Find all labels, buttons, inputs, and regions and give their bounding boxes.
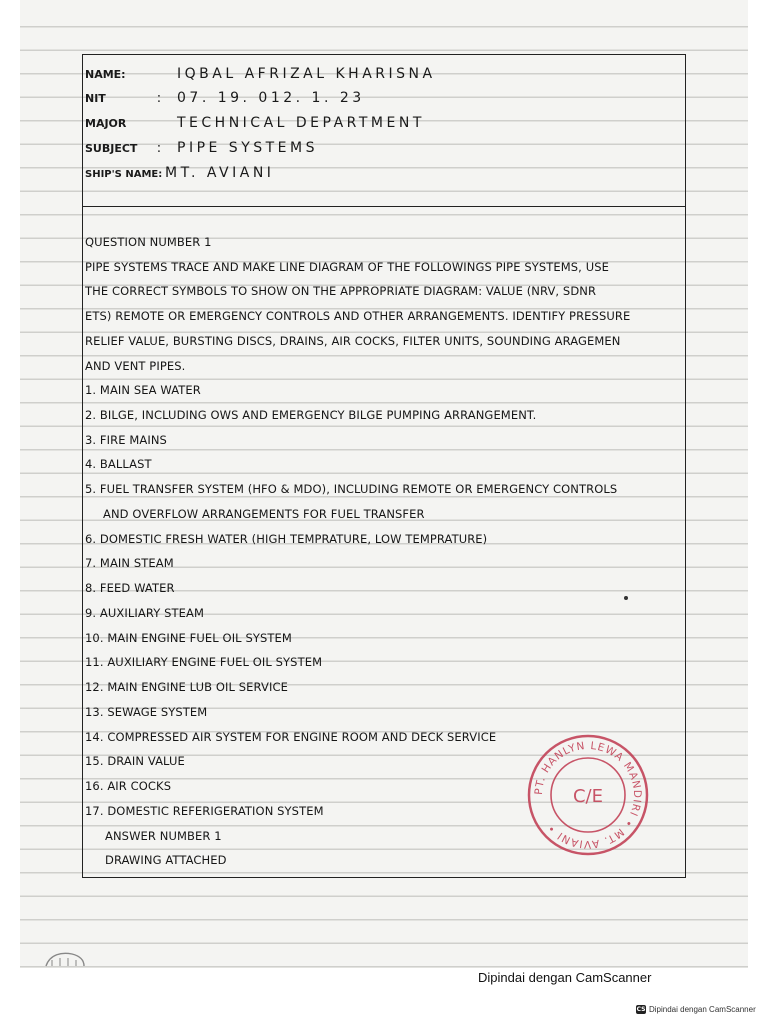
list-item: 10. MAIN ENGINE FUEL OIL SYSTEM xyxy=(85,631,292,645)
list-item: AND OVERFLOW ARRANGEMENTS FOR FUEL TRANSFER xyxy=(103,507,425,521)
camscanner-icon: CS xyxy=(636,1006,646,1013)
list-item: 17. DOMESTIC REFERIGERATION SYSTEM xyxy=(85,804,324,818)
list-item: 5. FUEL TRANSFER SYSTEM (HFO & MDO), INCLUDING REMOTE OR EMERGENCY CONTROLS xyxy=(85,482,618,496)
header-name-row xyxy=(85,63,436,82)
list-item: 11. AUXILIARY ENGINE FUEL OIL SYSTEM xyxy=(85,655,323,669)
list-item: 7. MAIN STEAM xyxy=(85,556,174,570)
name-label: NAME: xyxy=(85,68,126,81)
ink-dot xyxy=(624,596,628,600)
header-nit-row xyxy=(85,87,365,106)
major-label: MAJOR xyxy=(85,117,127,130)
ship-value: MT. AVIANI xyxy=(165,165,275,181)
list-item: 9. AUXILIARY STEAM xyxy=(85,606,204,620)
list-item: 15. DRAIN VALUE xyxy=(85,754,185,768)
stamp-ring-text: PT. HANLYN LEWA MANDIRI • MT. AVIANI • xyxy=(532,739,644,851)
list-item: 3. FIRE MAINS xyxy=(85,433,167,447)
camscanner-footer xyxy=(636,1005,756,1014)
major-value: TECHNICAL DEPARTMENT xyxy=(177,115,425,131)
nit-value: 07. 19. 012. 1. 23 xyxy=(177,90,365,106)
intro-line: AND VENT PIPES. xyxy=(85,359,186,373)
header-subject-row xyxy=(85,137,318,156)
nit-label: NIT xyxy=(85,92,106,105)
nit-separator: : xyxy=(156,91,162,106)
list-item: 6. DOMESTIC FRESH WATER (HIGH TEMPRATURE, LOW TEMPRATURE) xyxy=(85,532,488,546)
notebook-page xyxy=(20,0,748,968)
camscanner-watermark: Dipindai dengan CamScanner xyxy=(478,970,652,985)
list-item: 2. BILGE, INCLUDING OWS AND EMERGENCY BILGE PUMPING ARRANGEMENT. xyxy=(85,408,537,422)
stamp-center-text: C/E xyxy=(572,786,604,807)
margin-scribble-icon xyxy=(42,948,88,968)
list-item: 14. COMPRESSED AIR SYSTEM FOR ENGINE ROOM AND DECK SERVICE xyxy=(85,730,497,744)
list-item: 13. SEWAGE SYSTEM xyxy=(85,705,208,719)
subject-label: SUBJECT xyxy=(85,142,138,155)
ship-label: SHIP'S NAME: xyxy=(85,169,163,180)
subject-value: PIPE SYSTEMS xyxy=(177,140,318,156)
company-stamp xyxy=(525,732,651,858)
answer-title: ANSWER NUMBER 1 xyxy=(105,829,222,843)
list-item: 12. MAIN ENGINE LUB OIL SERVICE xyxy=(85,680,288,694)
question-title: QUESTION NUMBER 1 xyxy=(85,235,212,249)
name-value: IQBAL AFRIZAL KHARISNA xyxy=(177,66,436,82)
answer-note: DRAWING ATTACHED xyxy=(105,853,227,867)
intro-line: ETS) REMOTE OR EMERGENCY CONTROLS AND OTHER ARRANGEMENTS. IDENTIFY PRESSURE xyxy=(85,309,631,323)
intro-line: RELIEF VALUE, BURSTING DISCS, DRAINS, AIR COCKS, FILTER UNITS, SOUNDING ARAGEMEN xyxy=(85,334,621,348)
list-item: 4. BALLAST xyxy=(85,457,152,471)
header-major-row xyxy=(85,112,425,131)
subject-separator: : xyxy=(156,141,162,156)
list-item: 16. AIR COCKS xyxy=(85,779,172,793)
list-item: 1. MAIN SEA WATER xyxy=(85,383,201,397)
header-divider xyxy=(83,206,685,207)
list-item: 8. FEED WATER xyxy=(85,581,175,595)
camscanner-footer-text: Dipindai dengan CamScanner xyxy=(649,1005,756,1014)
intro-line: THE CORRECT SYMBOLS TO SHOW ON THE APPROPRIATE DIAGRAM: VALUE (NRV, SDNR xyxy=(85,284,597,298)
intro-line: PIPE SYSTEMS TRACE AND MAKE LINE DIAGRAM OF THE FOLLOWINGS PIPE SYSTEMS, USE xyxy=(85,260,609,274)
header-ship-row xyxy=(85,162,274,181)
